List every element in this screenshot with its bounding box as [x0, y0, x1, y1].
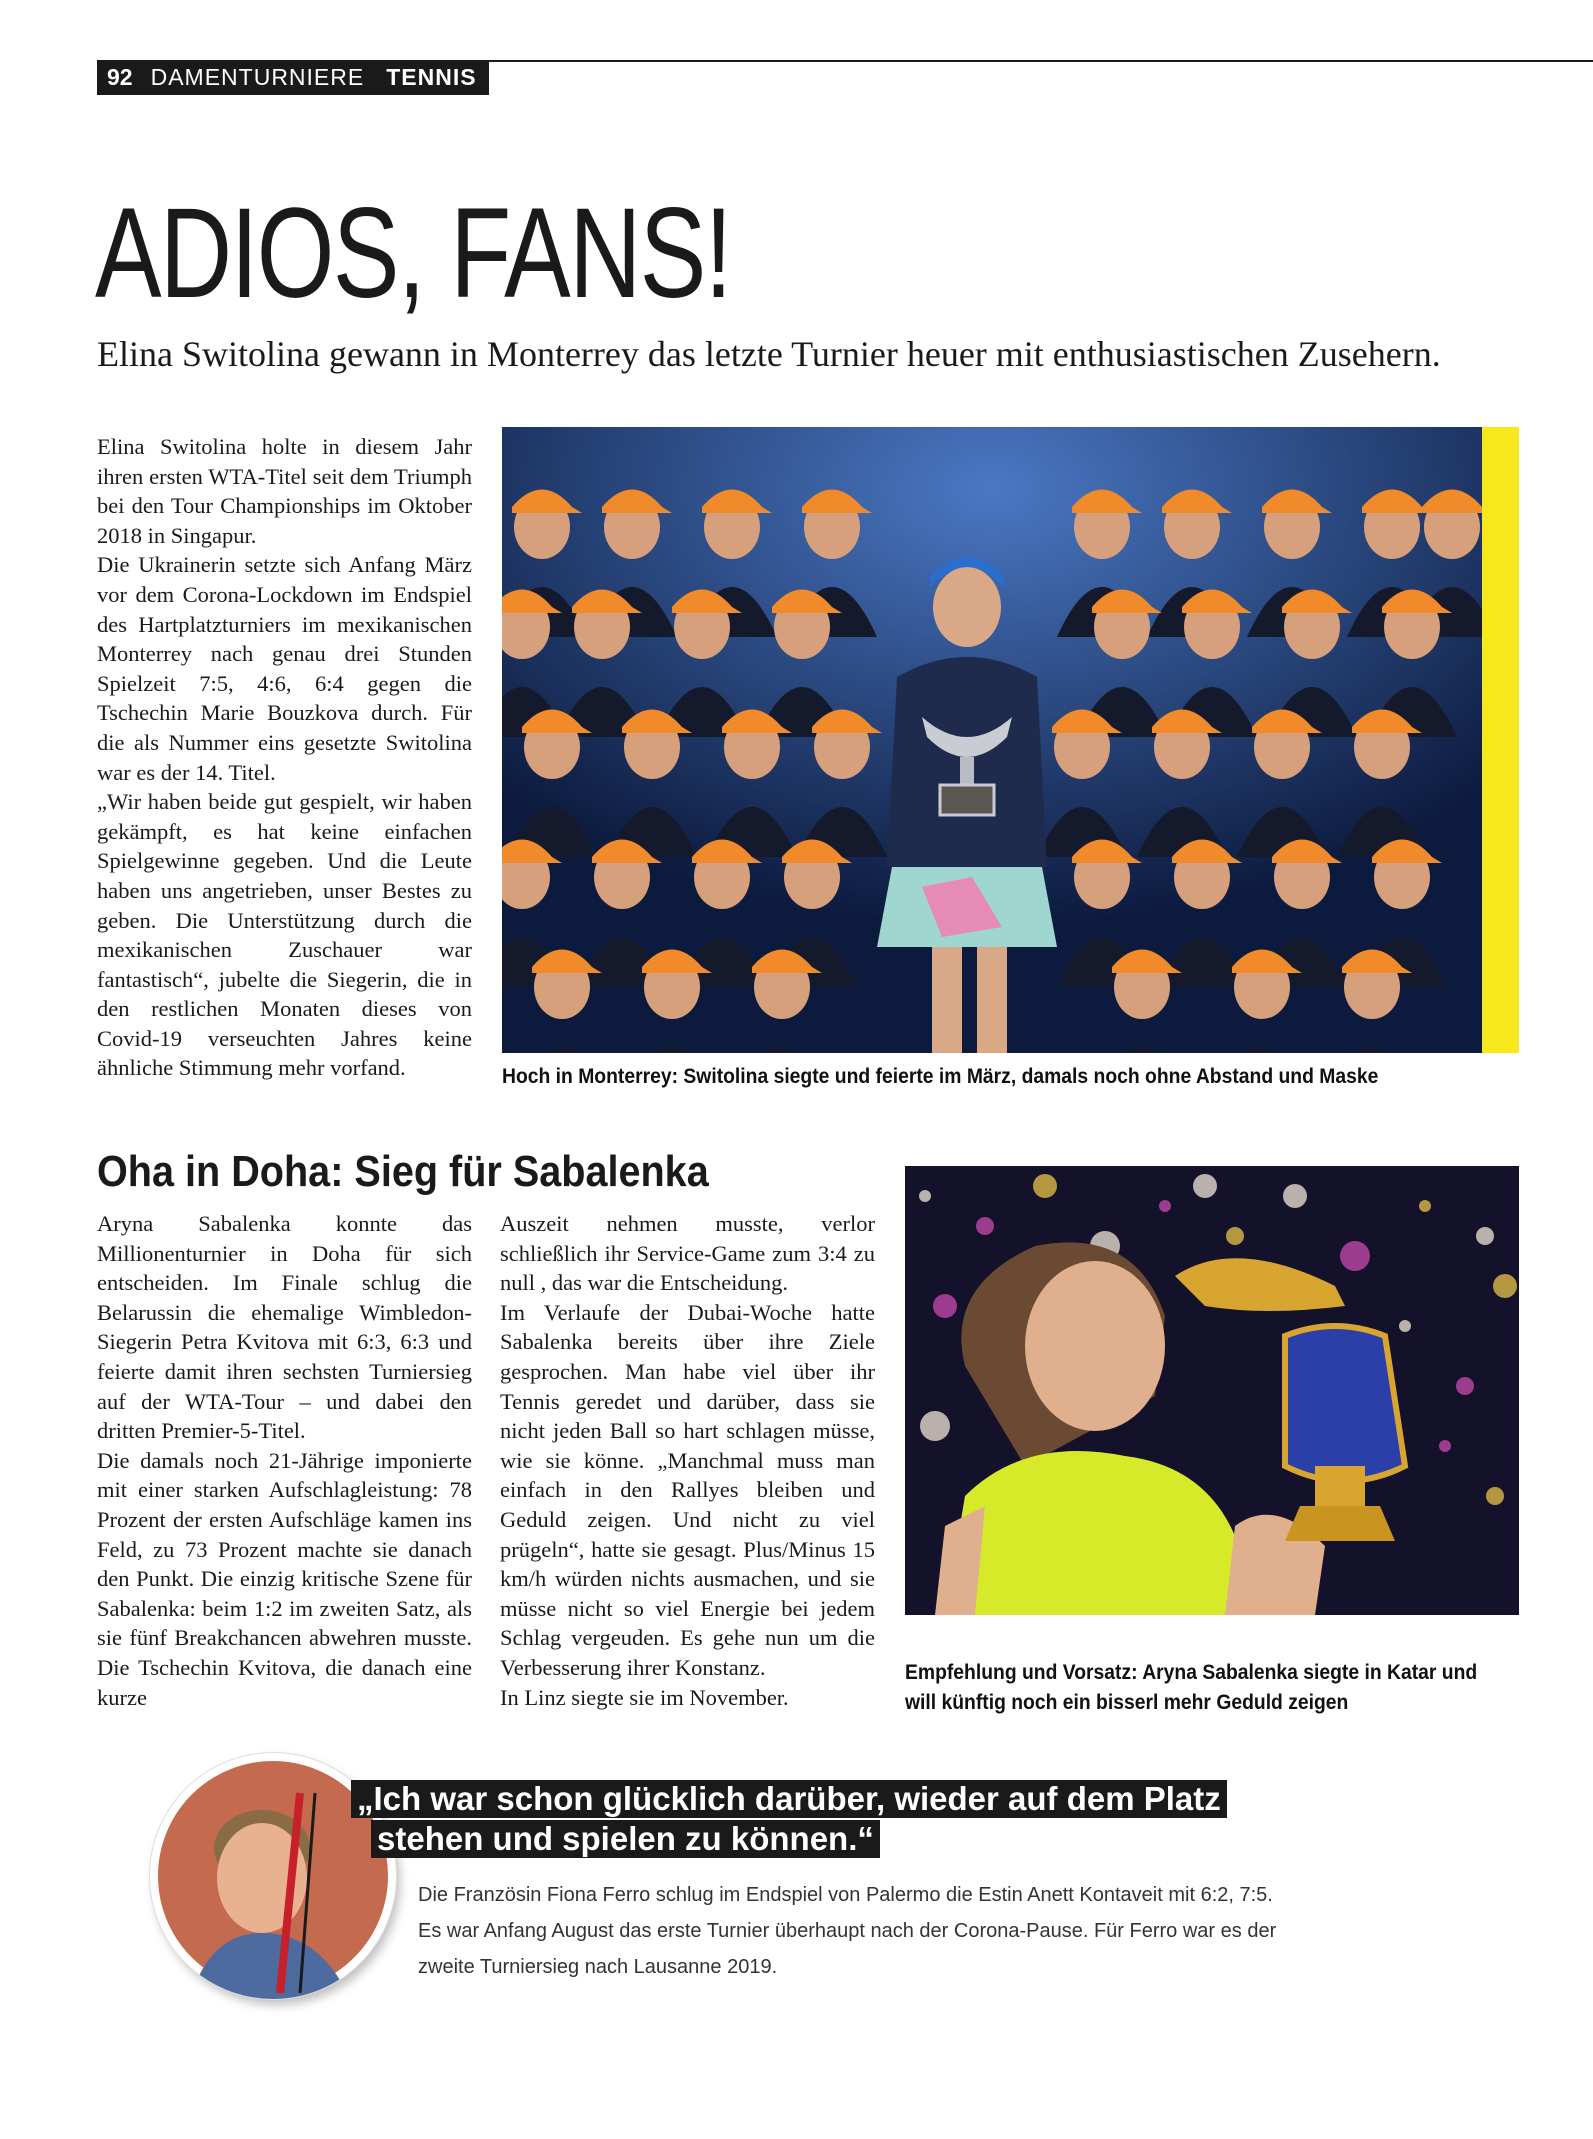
doha-trophy-photo — [905, 1166, 1519, 1615]
paragraph: Elina Switolina holte in diesem Jahr ihren ersten WTA-Titel seit dem Triumph bei den Tour Championships im Oktober 2018 in Singapur. — [97, 434, 472, 548]
page-header — [97, 60, 489, 95]
article-subheadline: Elina Switolina gewann in Monterrey das letzte Turnier heuer mit enthusiastischen Zusehern. — [97, 334, 1441, 374]
story-body-column-1 — [97, 1209, 472, 1712]
article-body-column — [97, 432, 472, 1083]
pull-quote — [351, 1780, 1227, 1860]
photo-caption: Hoch in Monterrey: Switolina siegte und feierte im März, damals noch ohne Abstand und Maske — [502, 1065, 1379, 1088]
monterrey-team-photo — [502, 427, 1482, 1053]
story-title: Oha in Doha: Sieg für Sabalenka — [97, 1147, 709, 1196]
quote-line-2: stehen und spielen zu können.“ — [371, 1820, 880, 1858]
paragraph: Im Verlaufe der Dubai-Woche hatte Sabalenka bereits über ihre Ziele gesprochen. Man habe viel über ihr Tennis geredet und darüber, dass sie nicht jeden Ball so hart schlagen müsse, wie sie könne. „Manchmal muss man einfach in den Rallyes bleiben und Geduld zeigen. Und nicht zu viel prügeln“, hatte sie gesagt. Plus/Minus 15 km/h würden nichts ausmachen, und sie müsse nicht so viel Energie bei jedem Schlag vergeuden. Es gehe nun um die Verbesserung ihrer Konstanz. — [500, 1299, 875, 1680]
team-photo-illustration — [502, 427, 1482, 1053]
page-number: 92 — [107, 64, 133, 90]
quote-note: Die Französin Fiona Ferro schlug im Endspiel von Palermo die Estin Anett Kontaveit mit 6:2, 7:5. Es war Anfang August das erste Turnier überhaupt nach der Corona-Pause. Für Ferro war es der zweite Turniersieg nach Lausanne 2019. — [418, 1884, 1277, 1978]
category-label: TENNIS — [386, 64, 477, 90]
quote-line-1: „Ich war schon glücklich darüber, wieder auf dem Platz — [351, 1780, 1227, 1818]
paragraph: Die Ukrainerin setzte sich Anfang März vor dem Corona-Lockdown im Endspiel des Hartplatzturniers im mexikanischen Monterrey nach genau drei Stunden Spielzeit 7:5, 4:6, 6:4 gegen die Tschechin Marie Bouzkova durch. Für die als Nummer eins gesetzte Switolina war es der 14. Titel. — [97, 552, 472, 785]
paragraph: In Linz siegte sie im November. — [500, 1684, 789, 1710]
section-label: DAMENTURNIERE — [150, 64, 365, 90]
story-body-column-2 — [500, 1209, 875, 1712]
paragraph: „Wir haben beide gut gespielt, wir haben gekämpft, es hat keine einfachen Spielgewinne gegeben. Und die Leute haben uns angetrieben, unser Bestes zu geben. Die Unterstützung durch die mexikanischen Zuschauer war fantastisch“, jubelte die Siegerin, die in den restlichen Monaten dieses von Covid-19 verseuchten Jahres keine ähnliche Stimmung mehr vorfand. — [97, 789, 472, 1081]
doha-photo-illustration — [905, 1166, 1519, 1615]
photo-caption: Empfehlung und Vorsatz: Aryna Sabalenka siegte in Katar und will künftig noch ein bisserl mehr Geduld zeigen — [905, 1661, 1478, 1714]
paragraph: Auszeit nehmen musste, verlor schließlich ihr Service-Game zum 3:4 zu null , das war die Entscheidung. — [500, 1211, 875, 1296]
paragraph: Aryna Sabalenka konnte das Millionenturnier in Doha für sich entscheiden. Im Finale schlug die Belarussin die ehemalige Wimbledon-Siegerin Petra Kvitova mit 6:3, 6:3 und feierte damit ihren sechsten Turniersieg auf der WTA-Tour – und dabei den dritten Premier-5-Titel. — [97, 1211, 472, 1444]
accent-bar — [1482, 427, 1519, 1053]
article-headline: ADIOS, FANS! — [95, 182, 731, 325]
paragraph: Die damals noch 21-Jährige imponierte mit einer starken Aufschlagleistung: 78 Prozent der ersten Aufschläge kamen ins Feld, zu 73 Prozent machte sie danach den Punkt. Die einzig kritische Szene für Sabalenka: beim 1:2 im zweiten Satz, als sie fünf Breakchancen abwehren musste. Die Tschechin Kvitova, die danach eine kurze — [97, 1447, 472, 1710]
